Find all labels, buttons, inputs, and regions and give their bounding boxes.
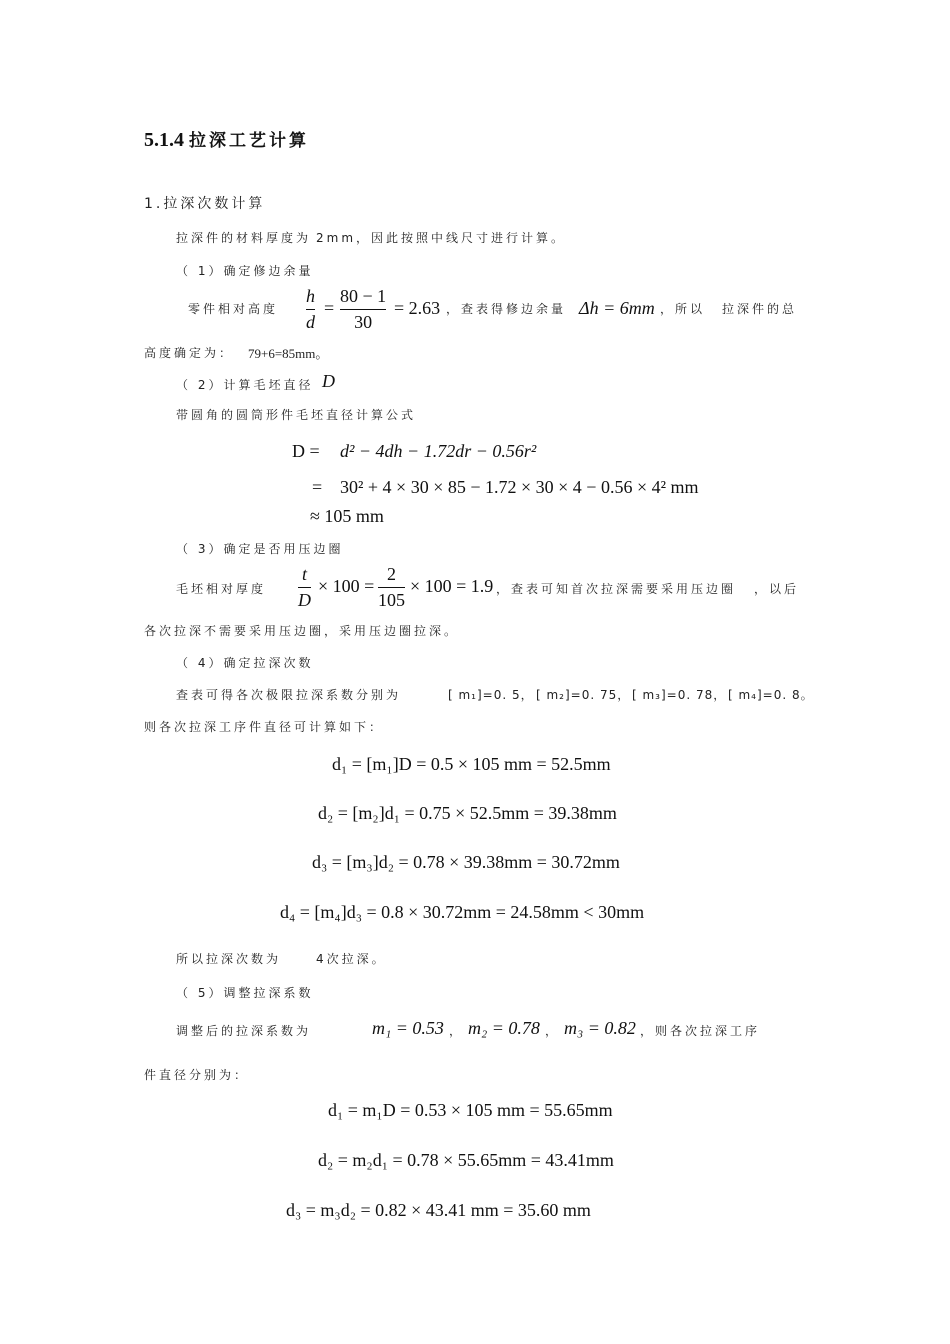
frac-d: d: [306, 312, 315, 332]
step1-post2: 拉深件的总: [722, 302, 798, 316]
subsection-title: 1.拉深次数计算: [144, 196, 266, 212]
step1-line-pre: 零件相对高度: [188, 302, 279, 316]
intro-text: 拉深件的材料厚度为: [176, 231, 312, 245]
step5-eq-3: d₃ = m₃d₂ = 0.82 × 43.41 mm = 35.60 mm: [286, 1200, 591, 1220]
step1-frac-hd: [306, 286, 315, 333]
step2-eq2-eq: =: [312, 477, 323, 497]
step2-eq2-rhs: 30² + 4 × 30 × 85 − 1.72 × 30 × 4 − 0.56 × 4² mm: [340, 477, 699, 497]
step5-m2: m₂ = 0.78: [468, 1018, 540, 1038]
step5-eq-1: d₁ = m₁D = 0.53 × 105 mm = 55.65mm: [328, 1100, 613, 1120]
step4-coeff-4: [ m₄]=0. 8。: [728, 688, 814, 702]
step5-m1: m₁ = 0.53: [372, 1018, 444, 1038]
step1-result: = 2.63: [394, 298, 441, 318]
step2-label: （ 2）计算毛坯直径: [176, 378, 314, 392]
step3-line2: 各次拉深不需要采用压边圈，采用压边圈拉深。: [144, 624, 460, 638]
step2-eq3: ≈ 105 mm: [310, 506, 384, 526]
frac-bar: [306, 309, 315, 310]
frac-denominator: 105: [378, 590, 405, 610]
comma: ，: [545, 1024, 561, 1038]
step1-line2-pre: 高度确定为：: [144, 346, 235, 360]
step2-eq1-rhs: d² − 4dh − 1.72dr − 0.56r²: [340, 441, 537, 461]
frac-t: t: [301, 564, 307, 584]
step5-pre: 调整后的拉深系数为: [176, 1024, 312, 1038]
step4-eq-1: d₁ = [m₁]D = 0.5 × 105 mm = 52.5mm: [332, 754, 611, 774]
step3-x100: × 100 =: [318, 576, 375, 596]
section-title: 拉深工艺计算: [189, 131, 309, 151]
step3-frac-tD: [298, 564, 311, 611]
frac-denominator: 30: [354, 312, 373, 332]
step1-label: （ 1）确定修边余量: [176, 264, 314, 278]
step2-D: D: [322, 371, 335, 391]
step5-post: ，则各次拉深工序: [640, 1024, 761, 1038]
step3-frac-num: [378, 564, 405, 611]
step4-conclusion-val: 4次拉深。: [316, 952, 387, 966]
step1-mid: ，查表得修边余量: [446, 302, 567, 316]
frac-numerator: 2: [387, 564, 396, 584]
frac-numerator: 80 − 1: [340, 286, 387, 306]
section-heading: [144, 126, 309, 152]
step4-coeff-3: [ m₃]=0. 78，: [632, 688, 727, 702]
step3-result: × 100 = 1.9: [410, 576, 494, 596]
step4-desc: 查表可得各次极限拉深系数分别为: [176, 688, 402, 702]
step5-line2: 件直径分别为：: [144, 1068, 250, 1082]
step4-eq-4: d₄ = [m₄]d₃ = 0.8 × 30.72mm = 24.58mm < 30mm: [280, 902, 645, 922]
step5-label: （ 5）调整拉深系数: [176, 986, 314, 1000]
step4-coeff-2: [ m₂]=0. 75，: [536, 688, 631, 702]
step5-eq-2: d₂ = m₂d₁ = 0.78 × 55.65mm = 43.41mm: [318, 1150, 614, 1170]
step1-dh: Δh = 6mm: [579, 298, 655, 318]
frac-h: h: [306, 286, 315, 306]
step4-coeff-1: [ m₁]=0. 5，: [448, 688, 534, 702]
step4-eq-2: d₂ = [m₂]d₁ = 0.75 × 52.5mm = 39.38mm: [318, 803, 617, 823]
frac-D: D: [298, 590, 311, 610]
equals-sign: =: [324, 298, 335, 318]
step3-label: （ 3）确定是否用压边圈: [176, 542, 344, 556]
step2-desc: 带圆角的圆筒形件毛坯直径计算公式: [176, 408, 417, 422]
step1-line2-val: 79+6=85mm。: [248, 346, 329, 361]
section-number: 5.1.4: [144, 129, 184, 151]
frac-bar: [298, 587, 311, 588]
step4-line2: 则各次拉深工序件直径可计算如下：: [144, 720, 385, 734]
step4-eq-3: d₃ = [m₃]d₂ = 0.78 × 39.38mm = 30.72mm: [312, 852, 620, 872]
step5-m3: m₃ = 0.82: [564, 1018, 636, 1038]
comma: ，: [449, 1024, 465, 1038]
step1-frac-num: [340, 286, 386, 333]
step3-pre: 毛坯相对厚度: [176, 582, 267, 596]
frac-bar: [378, 587, 405, 588]
step1-post1: ，所以: [660, 302, 706, 316]
intro-value: 2mm，因此按照中线尺寸进行计算。: [316, 231, 567, 245]
step3-post: ，查表可知首次拉深需要采用压边圈: [496, 582, 737, 596]
step3-post2: ，以后: [754, 582, 800, 596]
step4-conclusion-pre: 所以拉深次数为: [176, 952, 282, 966]
step4-label: （ 4）确定拉深次数: [176, 656, 314, 670]
step2-eq1-lhs: D =: [292, 441, 320, 461]
frac-bar: [340, 309, 386, 310]
